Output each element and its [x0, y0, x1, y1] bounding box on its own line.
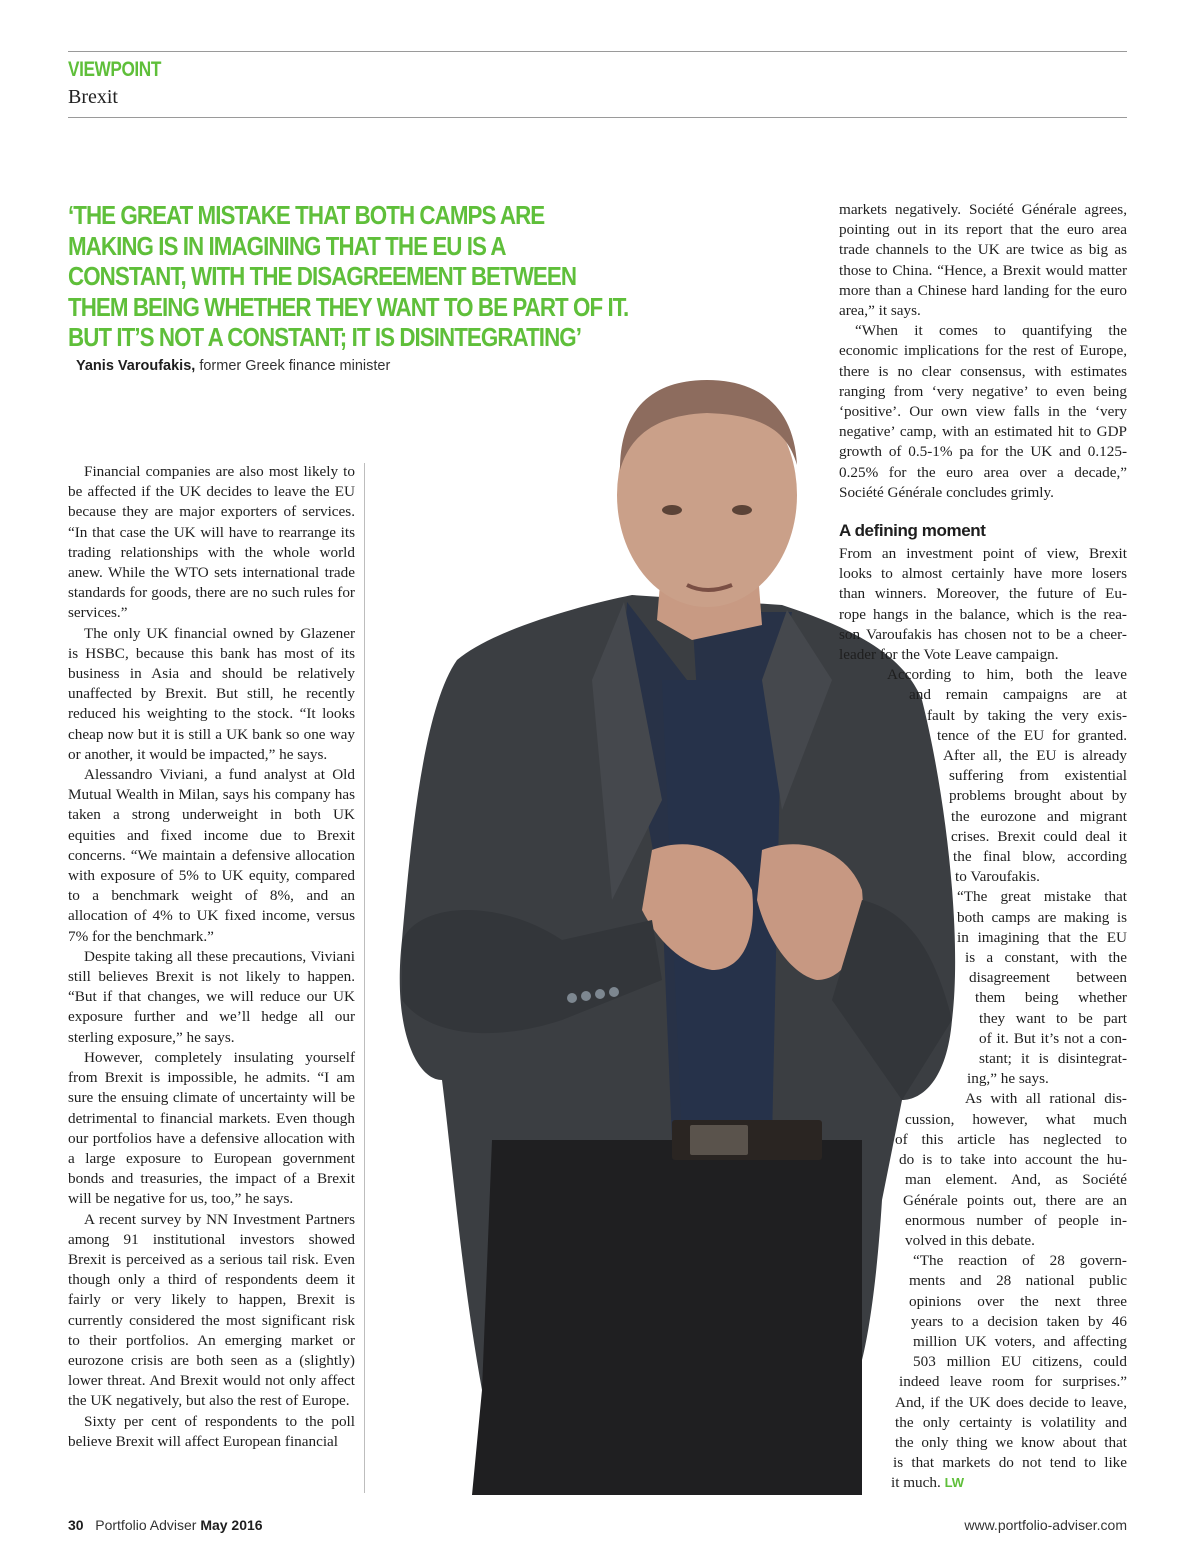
left-column: [68, 462, 355, 1452]
body-line: 503 million EU citizens, could: [913, 1353, 1127, 1371]
body-line: As with all rational dis-: [965, 1090, 1127, 1108]
body-line: in imagining that the EU: [957, 928, 1127, 946]
body-line: ments and 28 national public: [909, 1272, 1127, 1290]
paragraph: Financial companies are also most likely to be affected if the UK decides to leave the EU because they are major exporters of services. “In that case the UK will have to rearrange its trading relationships with the whole world anew. While the WTO sets international trade standards for goods, there are no such rules for services.”: [68, 463, 355, 622]
pull-quote-line: BUT IT’S NOT A CONSTANT; IT IS DISINTEGRATING’: [68, 322, 581, 352]
body-line: fault by taking the very exis-: [927, 706, 1127, 724]
body-line: to Varoufakis.: [955, 868, 1040, 886]
body-line: is that markets do not tend to like: [893, 1454, 1127, 1472]
body-line: From an investment point of view, Brexit: [839, 545, 1127, 562]
body-line: Générale points out, there are an: [903, 1191, 1127, 1209]
body-line: the eurozone and migrant: [951, 807, 1127, 825]
paragraph: Sixty per cent of respondents to the poll believe Brexit will affect European financial: [68, 1412, 355, 1450]
pull-quote-line: MAKING IS IN IMAGINING THAT THE EU IS A: [68, 230, 506, 261]
top-rule: [68, 51, 1127, 52]
body-line: the only certainty is volatility and: [895, 1413, 1127, 1431]
body-line: the only thing we know about that: [895, 1433, 1127, 1451]
paragraph: markets negatively. Société Générale agrees, pointing out in its report that the euro area trade channels to the UK are twice as big as those to China. “Hence, a Brexit would matter more than a Chinese hard landing for the euro area,” it says.: [839, 201, 1127, 320]
body-line: do is to take into account the hu-: [899, 1151, 1127, 1169]
author-signoff: LW: [944, 1475, 965, 1491]
body-line: years to a decision taken by 46: [911, 1312, 1127, 1330]
body-line: and remain campaigns are at: [909, 686, 1127, 704]
body-line: indeed leave room for surprises.”: [899, 1373, 1127, 1391]
body-line: opinions over the next three: [909, 1292, 1127, 1310]
paragraph: The only UK financial owned by Glazener is HSBC, because this bank has most of its business in Asia and should be relatively unaffected by Brexit. But still, he recently reduced his weighting to the stock. “It looks cheap now but it is still a UK bank so one way or another, it would be impacted,” he says.: [68, 624, 355, 763]
body-line: leader for the Vote Leave campaign.: [839, 646, 1059, 664]
body-line: they want to be part: [979, 1009, 1127, 1027]
body-line: “The reaction of 28 govern-: [913, 1252, 1127, 1270]
quote-author-role: former Greek finance minister: [195, 358, 391, 374]
pull-quote: [68, 200, 728, 353]
body-line: ing,” he says.: [967, 1070, 1049, 1088]
pull-quote-line: ‘THE GREAT MISTAKE THAT BOTH CAMPS ARE: [68, 200, 545, 230]
body-line: enormous number of people in-: [905, 1211, 1127, 1229]
quote-author: Yanis Varoufakis,: [76, 358, 196, 374]
pull-quote-line: THEM BEING WHETHER THEY WANT TO BE PART OF IT.: [68, 291, 629, 322]
pull-quote-line: CONSTANT, WITH THE DISAGREEMENT BETWEEN: [68, 261, 577, 291]
paragraph: Alessandro Viviani, a fund analyst at Old Mutual Wealth in Milan, says his company has taken a strong underweight in both UK equities and fixed income due to Brexit concerns. “We maintain a defensive allocation with exposure of 5% to UK equity, compared to a benchmark weight of 8%, and an allocation of 4% to UK fixed income, versus 7% for the benchmark.”: [68, 766, 355, 945]
body-line: man element. And, as Société: [905, 1171, 1127, 1189]
body-line: is a constant, with the: [965, 949, 1127, 967]
body-line: looks to almost certainly have more losers: [839, 565, 1127, 583]
body-line: them being whether: [975, 989, 1127, 1007]
subheading: A defining moment: [839, 521, 986, 540]
body-line: problems brought about by: [949, 787, 1127, 805]
body-line: it much. LW: [891, 1474, 965, 1492]
body-line: “The great mistake that: [957, 888, 1127, 906]
body-line: rope hangs in the balance, which is the rea-: [839, 605, 1127, 623]
footer-left: [68, 1517, 263, 1533]
paragraph: However, completely insulating yourself from Brexit is impossible, he admits. “I am sure the ensuing climate of uncertainty will be detrimental to financial markets. Even though our portfolios have a defensive allocation with a large exposure to European government bonds and treasuries, the impact of a Brexit will be negative for us, too,” he says.: [68, 1048, 355, 1208]
paragraph: “When it comes to quantifying the economic implications for the rest of Europe, there is no clear consensus, with estimates ranging from ‘very negative’ to even being ‘positive’. Our own view falls in the ‘very negative’ camp, with an estimated hit to GDP growth of 0.5-1% pa for the UK and 0.125-0.25% for the euro area over a decade,” Société Générale concludes grimly.: [839, 322, 1127, 501]
issue-date: May 2016: [200, 1517, 263, 1533]
body-line: both camps are making is: [957, 908, 1127, 926]
body-line: cussion, however, what much: [905, 1110, 1127, 1128]
right-column-wrapped: [839, 544, 1127, 1494]
header-rule: [68, 117, 1127, 118]
body-line: After all, the EU is already: [943, 747, 1127, 765]
body-line: million UK voters, and affecting: [913, 1332, 1127, 1350]
section-topic: Brexit: [68, 86, 118, 108]
body-line: tence of the EU for granted.: [937, 726, 1127, 744]
body-line: According to him, both the leave: [887, 666, 1127, 684]
right-column-top: [839, 200, 1127, 503]
page-number: 30: [68, 1517, 84, 1533]
body-line: son Varoufakis has chosen not to be a cheer-: [839, 625, 1127, 643]
body-line: the final blow, according: [953, 848, 1127, 866]
body-line: disagreement between: [969, 969, 1127, 987]
body-line: volved in this debate.: [905, 1231, 1035, 1249]
body-line: And, if the UK does decide to leave,: [895, 1393, 1127, 1411]
body-line: stant; it is disintegrat-: [979, 1050, 1127, 1068]
body-line: suffering from existential: [949, 767, 1127, 785]
pull-quote-attribution: [76, 358, 390, 374]
body-line: of it. But it’s not a con-: [979, 1029, 1127, 1047]
section-label: VIEWPOINT: [68, 58, 161, 81]
column-divider: [364, 463, 365, 1493]
body-line: than winners. Moreover, the future of Eu-: [839, 585, 1127, 603]
paragraph: A recent survey by NN Investment Partners among 91 institutional investors showed Brexit is perceived as a serious tail risk. Even though only a third of respondents deem it fairly or very likely to happen, Brexit is currently considered the most significant risk to their portfolios. An emerging market or eurozone crisis are both seen as a (slightly) lower threat. And Brexit would not only affect the UK negatively, but also the rest of Europe.: [68, 1210, 355, 1410]
body-line: of this article has neglected to: [895, 1130, 1127, 1148]
paragraph: Despite taking all these precautions, Viviani still believes Brexit is not likely to happen. “But if that changes, we will reduce our UK exposure further and we’ll hedge all our sterling exposure,” he says.: [68, 947, 355, 1046]
body-line: crises. Brexit could deal it: [951, 827, 1127, 845]
footer-url: www.portfolio-adviser.com: [964, 1517, 1127, 1533]
publication-name: Portfolio Adviser: [95, 1517, 197, 1533]
